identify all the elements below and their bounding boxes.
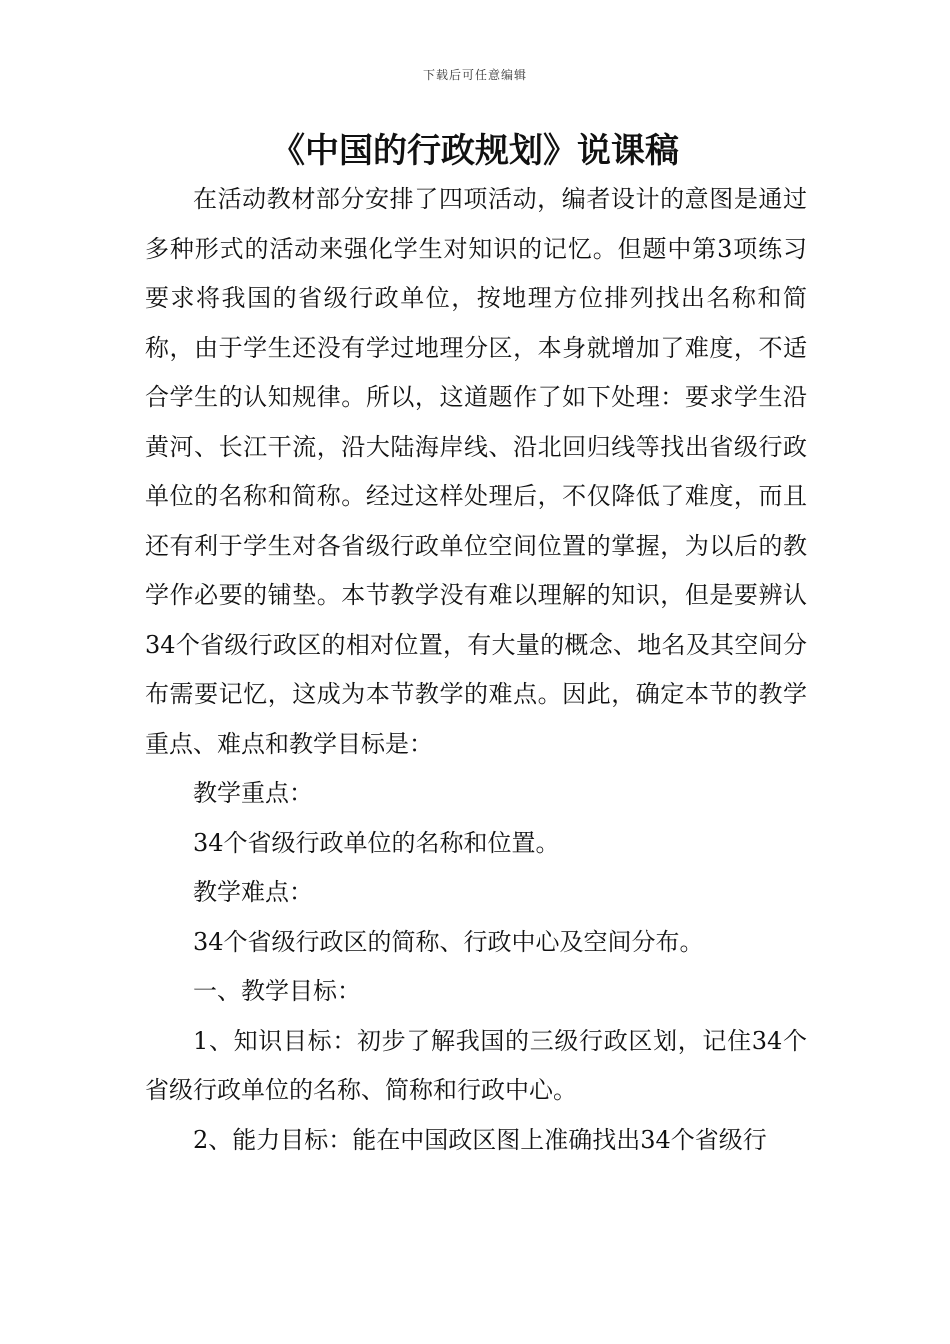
document-title: 《中国的行政规划》说课稿: [271, 131, 679, 171]
paragraph-difficulty-heading: 教学难点：: [193, 878, 313, 906]
paragraph-knowledge-objective: 1、知识目标：初步了解我国的三级行政区划，记住34个省级行政单位的名称、简称和行政中心。: [145, 1026, 807, 1104]
paragraph-objectives-heading: 一、教学目标：: [193, 977, 361, 1005]
header-note: 下载后可任意编辑: [422, 68, 527, 82]
paragraph-key-point: 34个省级行政单位的名称和位置。: [193, 828, 560, 857]
paragraph-ability-objective: 2、能力目标：能在中国政区图上准确找出34个省级行: [193, 1125, 767, 1154]
document-body: [145, 175, 807, 1165]
paragraph-intro: 在活动教材部分安排了四项活动，编者设计的意图是通过多种形式的活动来强化学生对知识的记忆。但题中第3项练习要求将我国的省级行政单位，按地理方位排列找出名称和简称，由于学生还没有学过地理分区，本身就增加了难度，不适合学生的认知规律。所以，这道题作了如下处理：要求学生沿黄河、长江干流，沿大陆海岸线、沿北回归线等找出省级行政单位的名称和简称。经过这样处理后，不仅降低了难度，而且还有利于学生对各省级行政单位空间位置的掌握，为以后的教学作必要的铺垫。本节教学没有难以理解的知识，但是要辨认34个省级行政区的相对位置，有大量的概念、地名及其空间分布需要记忆，这成为本节教学的难点。因此，确定本节的教学重点、难点和教学目标是：: [145, 185, 807, 758]
paragraph-key-point-heading: 教学重点：: [193, 779, 313, 807]
paragraph-difficulty: 34个省级行政区的简称、行政中心及空间分布。: [193, 927, 704, 956]
